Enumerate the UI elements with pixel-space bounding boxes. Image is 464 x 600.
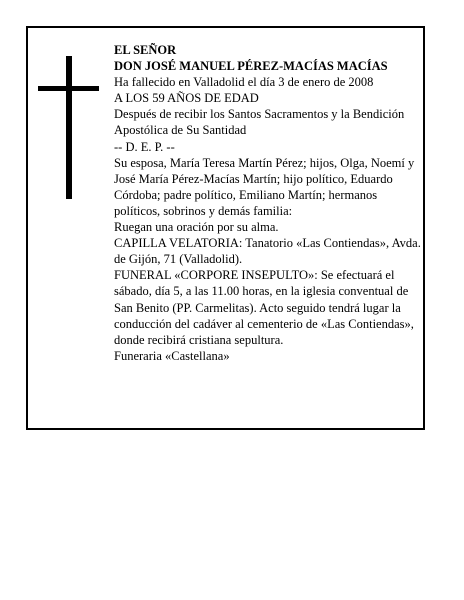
deceased-title: EL SEÑOR [114, 43, 177, 57]
obituary-text [114, 42, 426, 364]
sacraments-text: Después de recibir los Santos Sacramentos y la Bendición Apostólica de Su Santidad [114, 107, 405, 138]
deceased-name: DON JOSÉ MANUEL PÉREZ-MACÍAS MACÍAS [114, 59, 388, 74]
obituary-notice [26, 26, 425, 430]
funeral-home: Funeraria «Castellana» [114, 348, 230, 363]
cross-horizontal-bar [38, 86, 99, 91]
chapel-info: CAPILLA VELATORIA: Tanatorio «Las Contiendas», Avda. de Gijón, 71 (Valladolid). [114, 236, 421, 267]
death-date: Ha fallecido en Valladolid el día 3 de enero de 2008 [114, 75, 374, 90]
prayer-request: Ruegan una oración por su alma. [114, 220, 279, 235]
rip-text: -- D. E. P. -- [114, 139, 175, 154]
family-text: Su esposa, María Teresa Martín Pérez; hijos, Olga, Noemí y José María Pérez-Macías Martín; hijo político, Eduardo Córdoba; padre político, Emiliano Martín; hermanos políticos, sobrinos y demás familia: [114, 155, 415, 218]
funeral-info: FUNERAL «CORPORE INSEPULTO»: Se efectuará el sábado, día 5, a las 11.00 horas, en la iglesia conventual de San Benito (PP. Carmelitas). Acto seguido tendrá lugar la conducción del cadáver al cementerio de «Las Contiendas», donde recibirá cristiana sepultura. [114, 268, 414, 347]
deceased-age: A LOS 59 AÑOS DE EDAD [114, 91, 259, 106]
cross-vertical-bar [66, 56, 72, 199]
